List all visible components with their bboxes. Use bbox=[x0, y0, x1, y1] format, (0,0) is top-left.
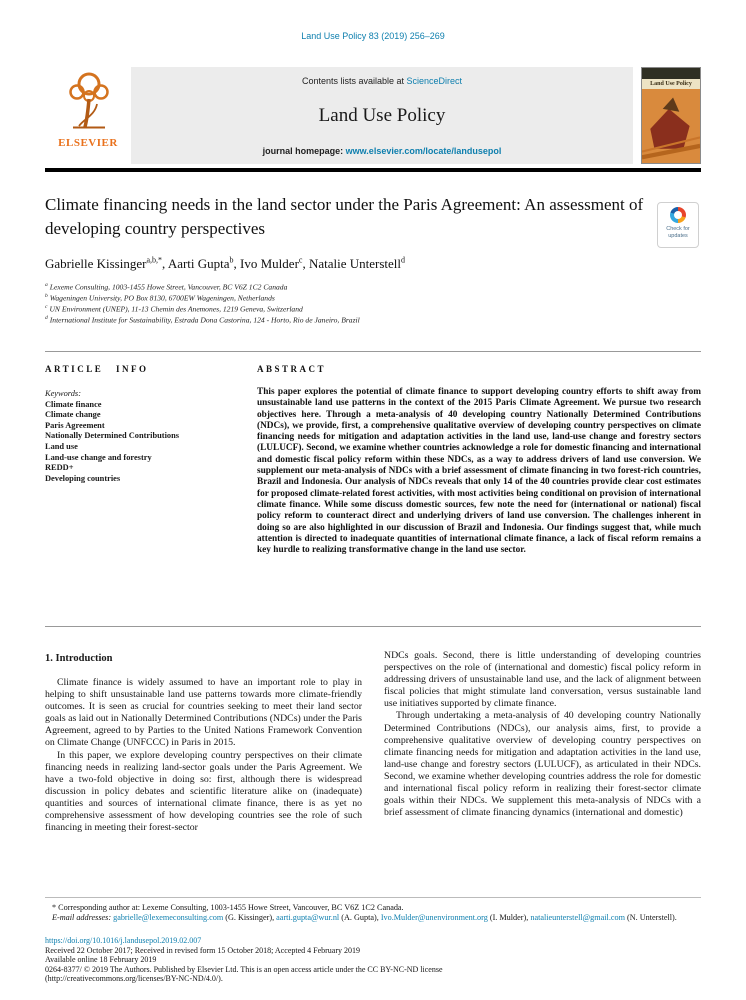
affiliation-text: UN Environment (UNEP), 11-13 Chemin des Anemones, 1219 Geneva, Switzerland bbox=[49, 304, 303, 314]
email-link[interactable]: natalieunterstell@gmail.com bbox=[530, 912, 625, 922]
cover-title: Land Use Policy bbox=[642, 79, 700, 89]
abstract-section bbox=[257, 364, 701, 556]
header-divider-bar bbox=[45, 168, 701, 172]
doi-link[interactable]: https://doi.org/10.1016/j.landusepol.2019.02.007 bbox=[45, 936, 202, 945]
footnotes bbox=[45, 903, 701, 922]
journal-homepage-link[interactable]: www.elsevier.com/locate/landusepol bbox=[345, 146, 502, 156]
crossmark-icon bbox=[670, 207, 686, 223]
homepage-label: journal homepage: bbox=[262, 146, 346, 156]
affiliation-list bbox=[45, 281, 360, 325]
keyword: REDD+ bbox=[45, 463, 74, 473]
contents-prefix: Contents lists available at bbox=[301, 76, 407, 86]
article-title: Climate financing needs in the land sector under the Paris Agreement: An assessment of developing country perspectives bbox=[45, 195, 644, 238]
footnote-divider bbox=[45, 897, 701, 898]
body-paragraph: Climate finance is widely assumed to have an important role to play in helping to shift unsustainable land use patterns towards more climate-friendly outcomes. It is seen as crucial for countries seeking to meet their land sector goals as laid out in Nationally Determined Contributions (NDCs) under the Paris Agreement, agreed to by Parties to the United Nations Framework Convention on Climate Change (UNFCCC) in Paris in 2015. bbox=[45, 677, 362, 749]
keyword: Land use bbox=[45, 441, 78, 451]
section-divider bbox=[45, 351, 701, 352]
elsevier-tree-icon bbox=[60, 69, 116, 131]
corresponding-author-note: * Corresponding author at: Lexeme Consulting, 1003-1455 Howe Street, Vancouver, BC V6Z 1C2 Canada. bbox=[52, 903, 404, 912]
email-label: E-mail addresses: bbox=[52, 912, 114, 922]
body-column-right bbox=[384, 650, 701, 834]
affiliation: $^c$ UN Environment (UNEP), 11-13 Chemin des Anemones, 1219 Geneva, Switzerland bbox=[45, 303, 303, 314]
keyword: Nationally Determined Contributions bbox=[45, 431, 179, 441]
affiliation: $^a$ Lexeme Consulting, 1003-1455 Howe Street, Vancouver, BC V6Z 1C2 Canada bbox=[45, 282, 288, 292]
sciencedirect-link[interactable]: ScienceDirect bbox=[406, 76, 463, 86]
check-for-updates-badge[interactable] bbox=[657, 202, 699, 248]
author-name: Natalie Unterstell bbox=[308, 256, 402, 272]
section-heading: 1. Introduction bbox=[45, 653, 113, 664]
cover-art-icon bbox=[642, 89, 700, 163]
journal-citation: Land Use Policy 83 (2019) 256–269 bbox=[301, 31, 445, 41]
article-body bbox=[45, 650, 701, 834]
journal-header bbox=[45, 67, 701, 164]
affiliation: $^d$ International Institute for Sustainability, Estrada Dona Castorina, 124 - Horto, Rio de Janeiro, Brazil bbox=[45, 314, 360, 325]
keywords-label: Keywords: bbox=[45, 389, 81, 398]
info-abstract-section bbox=[45, 364, 701, 556]
affiliation-text: Wageningen University, PO Box 8130, 6700EW Wageningen, Netherlands bbox=[49, 293, 275, 303]
affiliation-text: International Institute for Sustainability, Estrada Dona Castorina, 124 - Horto, Rio de Janeiro, Brazil bbox=[49, 315, 360, 325]
elsevier-wordmark: ELSEVIER bbox=[58, 137, 118, 149]
article-info-heading: ARTICLE INFO bbox=[45, 364, 149, 374]
affiliation-text: Lexeme Consulting, 1003-1455 Howe Street, Vancouver, BC V6Z 1C2 Canada bbox=[49, 282, 288, 292]
author-name: Ivo Mulder bbox=[240, 256, 299, 272]
author-affil-marks: b bbox=[229, 256, 234, 265]
check-updates-label: Check for updates bbox=[666, 226, 690, 239]
email-addresses-line: E-mail addresses: gabrielle@lexemeconsulting.com (G. Kissinger), aarti.gupta@wur.nl (A. Gupta), Ivo.Mulder@unenvironment.org (I. Mulder), natalieunterstell@gmail.com (N. Unterstell). bbox=[52, 912, 677, 922]
copyright-line: 0264-8377/ © 2019 The Authors. Published by Elsevier Ltd. This is an open access article under the CC BY-NC-ND license bbox=[45, 964, 443, 974]
journal-title: Land Use Policy bbox=[318, 105, 446, 126]
body-paragraph: NDCs goals. Second, there is little understanding of developing countries perspectives on the role of (international and domestic) fiscal policy reform in addressing drivers of unsustainable land use, and the lack of alignment between fiscal policies that might stimulate land conversation, versus sustainable land use initiatives supported by climate finance. bbox=[384, 650, 701, 710]
publication-info bbox=[45, 936, 701, 984]
keyword: Land-use change and forestry bbox=[45, 452, 152, 462]
available-online: Available online 18 February 2019 bbox=[45, 955, 157, 965]
affiliation: $^b$ Wageningen University, PO Box 8130, 6700EW Wageningen, Netherlands bbox=[45, 292, 275, 303]
author: Ivo Mulder$^c$, bbox=[240, 256, 309, 272]
author bbox=[309, 256, 405, 271]
body-paragraph: Through undertaking a meta-analysis of 40 developing country Nationally Determined Contributions (NDCs), our analysis aims, first, to provide a comprehensive qualitative overview of developing country perspectives on climate financing needs for mitigation and adaptation activities in the land use, land-use change and forestry sectors (LULUCF), as articulated in their NDCs. Second, we examine whether developing countries address the role for domestic and international fiscal policy reform in realizing their forest-sector climate goals within their NDCs. We supplement this meta-analysis of NDCs with a brief assessment of climate financing dynamics (international and domestic) bbox=[384, 710, 701, 819]
license-url: (http://creativecommons.org/licenses/BY-NC-ND/4.0/). bbox=[45, 974, 223, 984]
abstract-text: This paper explores the potential of climate finance to support developing country efforts to shift away from unsustainable land use patterns in the context of the 2015 Paris Climate Agreement. We pursue two research objectives here. Through a meta-analysis of 40 developing country Nationally Determined Contributions (NDCs), we provide, first, a comprehensive qualitative overview of developing country perspectives on climate financing needs for mitigation and adaptation activities in the land use, land-use change and forestry sectors (LULUCF). Second, we examine whether countries acknowledge a role for domestic financing and international and domestic fiscal policy reform within these NDCs, as a way to address drivers of land use conversion. We supplement our meta-analysis of NDCs with a brief assessment of climate financing in two forest-rich countries, Brazil and Indonesia. Our analysis of NDCs reveals that only 14 of the 40 countries provide clear cost estimates for proposed climate-related forest activities, with most activities being conditional on provision of international climate finance. While some discuss domestic sources, few note the need for (international or national) fiscal policy reform to counteract direct and underlying drivers of land use conversion. The challenges inherent in doing so are also highlighted in our discussion of Brazil and Indonesia. Our findings suggest that, while much attention is directed to inadequate quantities of international climate finance, a lack of fiscal reform remains a key hurdle to realizing transformative change in the land use sector. bbox=[257, 387, 701, 556]
cover-top-band bbox=[642, 68, 700, 79]
abstract-heading: ABSTRACT bbox=[257, 364, 327, 374]
author: Aarti Gupta$^b$, bbox=[167, 256, 241, 272]
section-divider bbox=[45, 626, 701, 627]
author-affil-marks: c bbox=[298, 256, 303, 265]
contents-line bbox=[302, 76, 462, 86]
journal-banner bbox=[131, 67, 633, 164]
keyword: Climate finance bbox=[45, 399, 102, 409]
email-link[interactable]: Ivo.Mulder@unenvironment.org bbox=[380, 912, 488, 922]
author-name: Gabrielle Kissinger bbox=[45, 256, 147, 272]
elsevier-logo bbox=[45, 67, 131, 164]
article-info-section bbox=[45, 364, 241, 556]
email-link[interactable]: gabrielle@lexemeconsulting.com bbox=[113, 912, 224, 922]
cover-illustration bbox=[642, 89, 700, 163]
email-link[interactable]: aarti.gupta@wur.nl bbox=[276, 912, 340, 922]
author-affil-marks: d bbox=[401, 256, 406, 265]
author-affil-marks: a,b,* bbox=[146, 256, 163, 265]
journal-cover-thumbnail bbox=[641, 67, 701, 164]
body-column-left bbox=[45, 650, 362, 834]
keyword: Developing countries bbox=[45, 473, 121, 483]
author: Gabrielle Kissinger$^{a,b,*}$, bbox=[45, 256, 168, 272]
received-dates: Received 22 October 2017; Received in revised form 15 October 2018; Accepted 4 February 2019 bbox=[45, 945, 361, 955]
author-name: Aarti Gupta bbox=[167, 256, 230, 272]
homepage-line bbox=[263, 146, 502, 156]
body-paragraph: In this paper, we explore developing country perspectives on their climate financing needs in realizing land-sector goals under the Paris Agreement. We have a two-fold objective in doing so: first, although there is widespread discussion in policy debates and scientific literature alike on (inadequate) quantities and sources of international climate finance, there is as yet no comprehensive assessment of how developing countries see the role of such financing in meeting their forest-sector bbox=[45, 749, 362, 834]
author-list bbox=[45, 256, 405, 272]
keyword: Climate change bbox=[45, 410, 101, 420]
keyword: Paris Agreement bbox=[45, 420, 105, 430]
